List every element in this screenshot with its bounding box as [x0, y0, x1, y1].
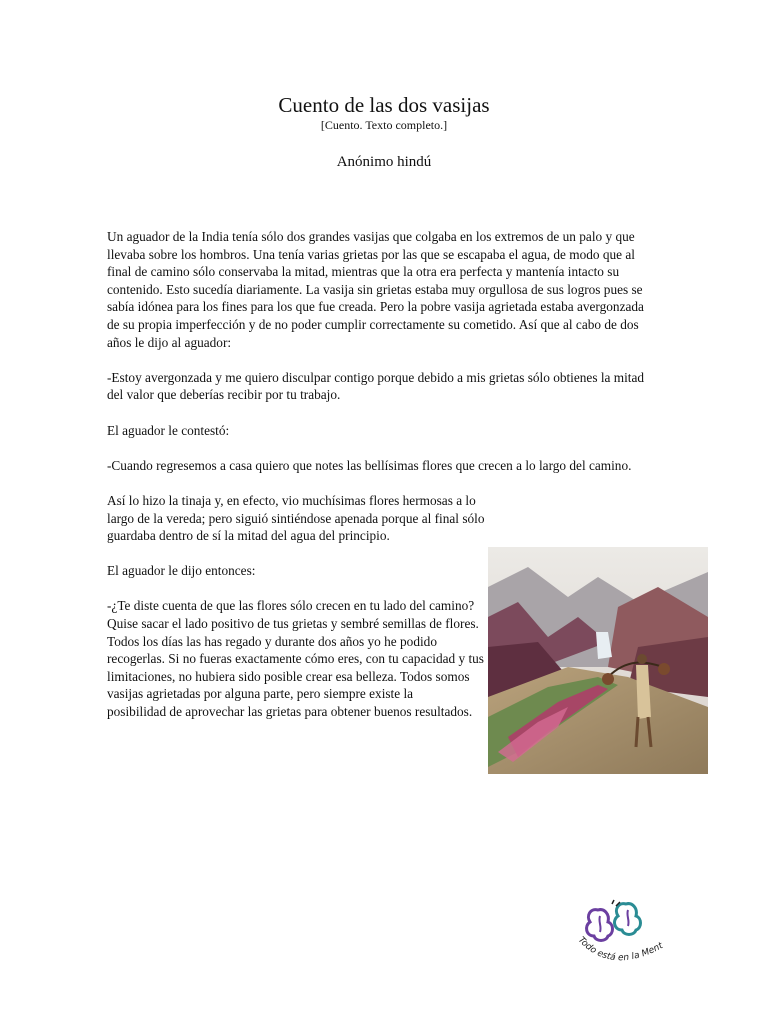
paragraph: Un aguador de la India tenía sólo dos grandes vasijas que colgaba en los extremos de un palo y que llevaba sobre los hombros. Una tenía varias grietas por las que se escapaba el agua, de modo que al final de camino sólo conservaba la mitad, mientras que la otra era perfecta y mantenía intacto su contenido. Esto sucedía diariamente. La vasija sin grietas estaba muy orgullosa de sus logros pues se sabía idónea para los fines para los que fue creada. Pero la pobre vasija agrietada estaba avergonzada de su propia imperfección y de no poder cumplir correctamente su cometido. Así que al cabo de dos años le dijo al aguador: — [107, 229, 644, 350]
paragraph: El aguador le contestó: — [107, 422, 230, 438]
brand-logo — [570, 898, 670, 978]
document-subtitle: [Cuento. Texto completo.] — [320, 118, 448, 132]
brain-logo-icon — [570, 898, 670, 978]
paragraph: posibilidad de aprovechar las grietas para obtener buenos resultados. — [107, 704, 473, 720]
document-title: Cuento de las dos vasijas — [278, 93, 490, 117]
water-carrier-painting — [488, 547, 708, 774]
painting-illustration — [488, 547, 708, 774]
paragraph: -Cuando regresemos a casa quiero que notes las bellísimas flores que crecen a lo largo del camino. — [107, 457, 632, 473]
paragraph: Así lo hizo la tinaja y, en efecto, vio muchísimas flores hermosas a lo largo de la vereda; pero siguió sintiéndose apenada porque al final sólo guardaba dentro de sí la mitad del agua del principio. — [107, 492, 485, 544]
document-author: Anónimo hindú — [336, 154, 432, 170]
paragraph: -Estoy avergonzada y me quiero disculpar contigo porque debido a mis grietas sólo obtienes la mitad del valor que deberías recibir por tu trabajo. — [107, 369, 645, 403]
logo-text: Todo está en la Ment — [575, 935, 665, 964]
paragraph: -¿Te diste cuenta de que las flores sólo crecen en tu lado del camino? Quise sacar el lado positivo de tus grietas y sembré semillas de flores. Todos los días las has regado y durante dos años yo he podido recogerlas. Si no fueras exactamente cómo eres, con tu capacidad y tus limitaciones, no hubiera sido posible crear esa belleza. Todos somos vasijas agrietadas por alguna parte, pero siempre existe la — [107, 598, 484, 702]
paragraph: El aguador le dijo entonces: — [107, 563, 256, 579]
